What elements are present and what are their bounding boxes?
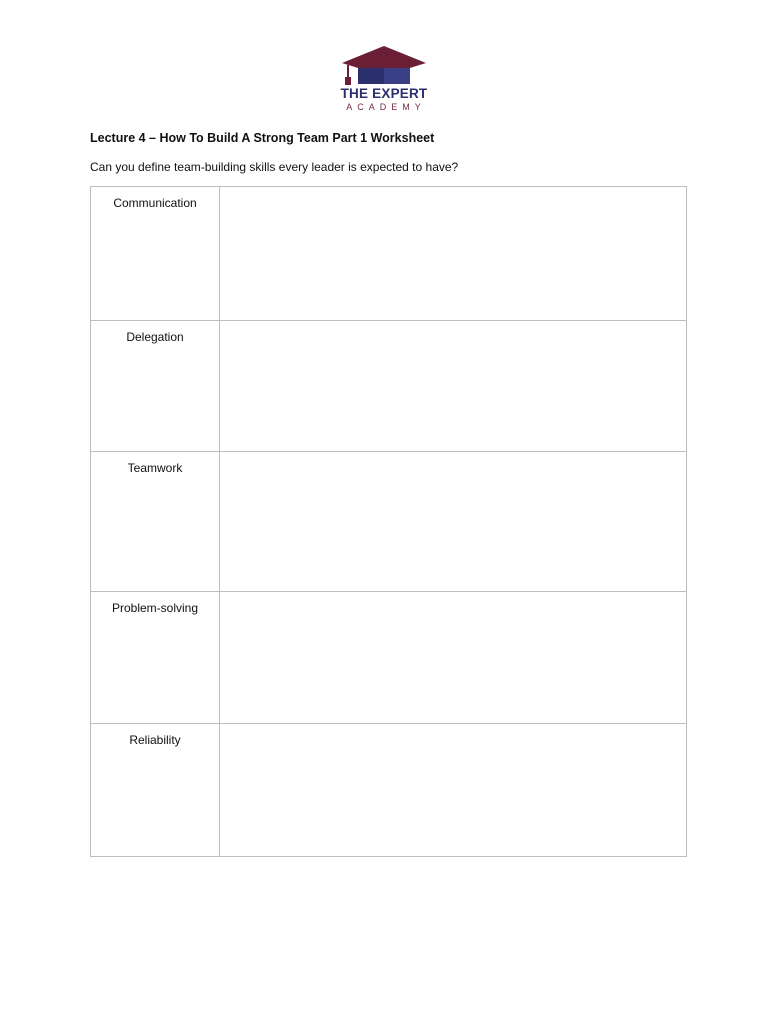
answer-cell[interactable] — [220, 187, 687, 321]
table-row — [91, 187, 687, 321]
logo-subtitle: ACADEMY — [346, 102, 426, 112]
answer-cell[interactable] — [220, 592, 687, 724]
answer-cell[interactable] — [220, 452, 687, 592]
table-row — [91, 321, 687, 452]
skill-label: Reliability — [91, 724, 220, 857]
table-row — [91, 724, 687, 857]
skill-label: Problem-solving — [91, 592, 220, 724]
graduation-cap-icon — [340, 46, 428, 88]
table-row — [91, 592, 687, 724]
answer-cell[interactable] — [220, 724, 687, 857]
answer-cell[interactable] — [220, 321, 687, 452]
worksheet-heading: Lecture 4 – How To Build A Strong Team Part 1 Worksheet — [90, 131, 435, 145]
academy-logo — [334, 44, 434, 114]
skills-table — [90, 186, 687, 857]
table-row — [91, 452, 687, 592]
skill-label: Delegation — [91, 321, 220, 452]
skill-label: Communication — [91, 187, 220, 321]
skill-label: Teamwork — [91, 452, 220, 592]
worksheet-question: Can you define team-building skills every leader is expected to have? — [90, 160, 459, 174]
logo-title: THE EXPERT — [340, 86, 428, 101]
